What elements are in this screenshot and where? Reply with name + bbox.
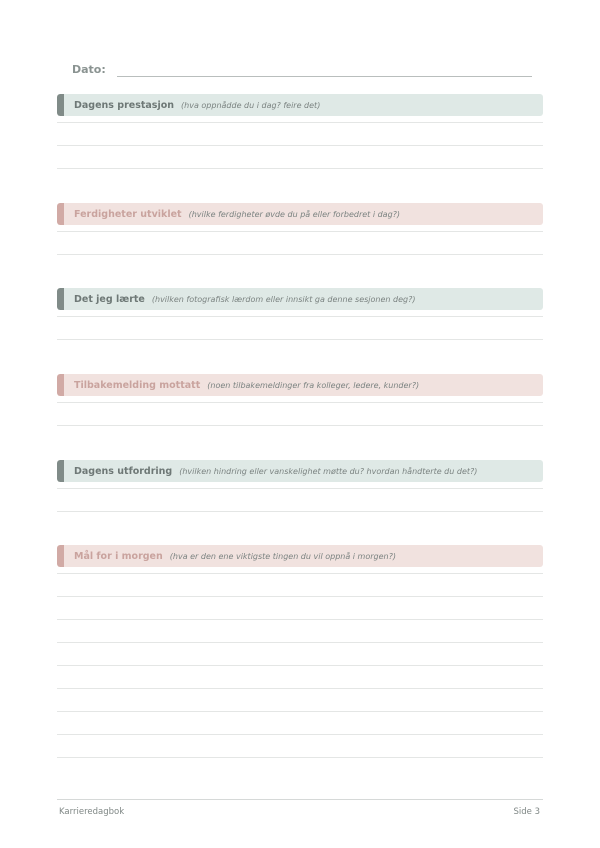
footer-page-number: Side 3 (513, 807, 540, 817)
write-line[interactable] (57, 402, 543, 403)
section-header (57, 288, 543, 310)
section-skills (57, 203, 543, 255)
write-line[interactable] (57, 168, 543, 169)
write-line[interactable] (57, 596, 543, 597)
write-line[interactable] (57, 619, 543, 620)
section-hint: (hvilken hindring eller vanskelighet møtte du? hvordan håndterte du det?) (179, 466, 478, 476)
write-line[interactable] (57, 665, 543, 666)
section-feedback (57, 374, 543, 426)
footer-journal-name: Karrieredagbok (59, 807, 125, 817)
date-row (72, 63, 532, 79)
section-title: Dagens prestasjon (74, 99, 175, 111)
date-label: Dato: (72, 63, 106, 76)
section-learned (57, 288, 543, 340)
section-header (57, 545, 543, 567)
write-line[interactable] (57, 573, 543, 574)
section-challenge (57, 460, 543, 512)
write-line[interactable] (57, 734, 543, 735)
write-line[interactable] (57, 122, 543, 123)
section-header (57, 94, 543, 116)
write-line[interactable] (57, 711, 543, 712)
section-header (57, 374, 543, 396)
write-line[interactable] (57, 254, 543, 255)
write-line[interactable] (57, 425, 543, 426)
section-title: Dagens utfordring (74, 465, 173, 477)
date-write-line[interactable] (117, 76, 532, 77)
write-line[interactable] (57, 339, 543, 340)
section-achievement (57, 94, 543, 169)
section-hint: (hvilken fotografisk lærdom eller innsikt ga denne sesjonen deg?) (151, 294, 416, 304)
section-title: Tilbakemelding mottatt (74, 379, 201, 391)
write-line[interactable] (57, 316, 543, 317)
footer-divider (57, 799, 543, 800)
section-hint: (hvilke ferdigheter øvde du på eller forbedret i dag?) (188, 209, 401, 219)
write-line[interactable] (57, 511, 543, 512)
section-header (57, 203, 543, 225)
write-line[interactable] (57, 231, 543, 232)
section-tomorrow-goal (57, 545, 543, 758)
section-hint: (hva oppnådde du i dag? feire det) (181, 100, 321, 110)
write-line[interactable] (57, 488, 543, 489)
write-line[interactable] (57, 688, 543, 689)
section-hint: (noen tilbakemeldinger fra kolleger, ledere, kunder?) (207, 380, 420, 390)
write-line[interactable] (57, 642, 543, 643)
write-line[interactable] (57, 757, 543, 758)
section-title: Mål for i morgen (74, 550, 163, 562)
write-line[interactable] (57, 145, 543, 146)
section-hint: (hva er den ene viktigste tingen du vil oppnå i morgen?) (169, 551, 396, 561)
section-title: Det jeg lærte (74, 293, 145, 305)
section-title: Ferdigheter utviklet (74, 208, 182, 220)
section-header (57, 460, 543, 482)
